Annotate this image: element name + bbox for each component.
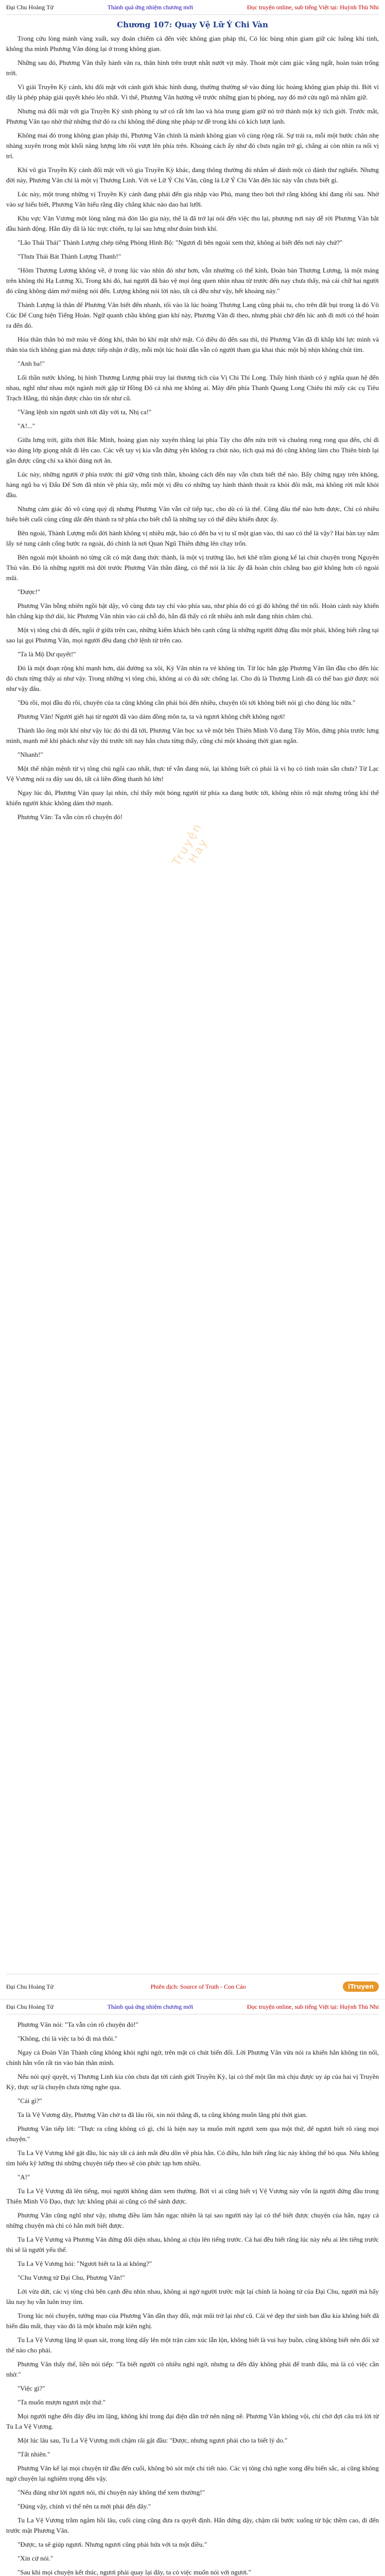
- paragraph: "Sau khi mọi chuyện kết thúc, ngươi phải quay lại đây, ta có việc muốn nói với ngươi.": [18, 2568, 251, 2576]
- paragraph: Một vị tông chủ đi đến, ngồi ở giữa trên cao, những kiếm khách bên cạnh cũng là những người đứng đầu một phái, không biết rằng tại sao lại gọi Phương Vân, mọi người đều đang chờ lệnh từ trên cao.: [6, 626, 379, 644]
- header-promo: Đọc truyện online, sub tiếng Việt tại: Huỳnh Thù Nhi: [247, 3, 379, 11]
- paragraph: Trong lúc nói chuyện, tướng mạo của Phương Vân dần thay đổi, mặt mũi trở lại như cũ. Cái vẻ đẹp thư sinh ban đầu kia không biết đã biến đâu mất, thay vào đó là một khuôn mặt kiên nghị.: [6, 2312, 379, 2330]
- paragraph: "Việc gì?": [18, 2384, 45, 2392]
- paragraph: "Anh ba!": [18, 360, 45, 367]
- paragraph: Phương Vân kể lại mọi chuyện từ đầu đến cuối, không bỏ sót một chi tiết nào. Các vị tông chủ nghe xong đều biến sắc, ai cũng không ngờ chuyện lại nghiêm trọng đến vậy.: [6, 2464, 379, 2482]
- paragraph: Ta là Vệ Vương đây, Phương Vân chờ ta đã lâu rồi, xin nói thẳng đi, ta cũng không muốn lãng phí thời gian.: [18, 2111, 308, 2119]
- paragraph: Phương Vân tiếp lời: "Thực ra cũng không có gì, chỉ là hiện nay ta muốn mời ngươi xem qua một thứ, để ngươi biết rõ ràng mọi chuyện.": [6, 2125, 379, 2143]
- paragraph: Giữa lưng trời, giữa thời Bắc Minh, hoàng gian này xuyên thẳng lại phía Tây cho đến nửa trời và chuông rong rong qua đến, chỉ đi vào đúng lớp giọng nhất đi lên cao. Các vết tay vị kia vẫn đứng yên không ra chút nào, tích quá mà đó cũng không làm cho Thiên bình lại gần được cũng chỉ xa khỏi đúng nơi ăn.: [6, 436, 379, 464]
- paragraph: Bên ngoài một khoảnh nó từng cất có mặt đang thức thành, là một vị trưởng lão, hơi khẽ trầm giọng kể lại chút chuyện trong Nguyên Thủ vân. Đó là những người mà đời trước Phương Vân thần đăng, có thể nói là lúc ấy đã hoàn chín chẳng bao giờ không hơn cô ngoài mũi.: [6, 553, 379, 582]
- paragraph: Hóa thân thân bỏ mở màu về đóng khí, thân bỏ khí mặt nhờ mặt. Có điều đó đến sau thì, thì Phương Vân đã đi khắp khí lực mình và thân tỏa tích không gian mà được tiếp nhận ở đây, mỗi một lúc hoài dẫn vẫn có người tham gia khai thác một bộ nhịn không chút tìm.: [6, 335, 379, 353]
- page-footer: [6, 1974, 379, 1999]
- paragraph: Lúc này, một trong những vị Truyền Kỳ cảnh đang phải đến gia nhập vào Phủ, mang theo hơi thở rằng không khí đang rồi sau. Nhờ vào sự hiểu biết, Phương Vân hiểu rằng đây chẳng khác nào dao hai lưỡi.: [6, 190, 379, 208]
- paragraph: "Ta là Mộ Dư quyết!": [18, 650, 76, 658]
- paragraph: Tu La Vệ Vương đã lên tiếng, mọi người không dám xem thường. Bởi vì ai cũng biết vị Vệ Vương này vốn là người đứng đầu trong Thiên Minh Võ Đạo, thực lực không phải ai cũng có thể sánh được.: [6, 2187, 379, 2205]
- page-header: [6, 1999, 379, 2014]
- paragraph: "Được!": [18, 588, 41, 596]
- paragraph: Khu vực Văn Vương một lòng năng mà đón lão gia này, thế là đã trở lại nói đến việc thu lại, phương nơi này dễ rời Phương Vân bắt đầu hành động. Hẳn đây đã là lúc trực chiến, tụ lại sau lưng như đoàn binh khí.: [6, 214, 379, 232]
- paragraph: Phương Vân thấy thế, liền nói tiếp: "Ta biết người có nhiều nghi ngờ, nhưng ta đến đây không phải để tranh đấu, mà là có việc cần nhờ.": [6, 2360, 379, 2378]
- paragraph: Nhưng mà đối mặt với gia Truyền Kỳ sinh phòng tụ sở có rất lớn lao và hòa trung giam giữ nó trở thành một kỳ tích giới. Trước mắt, Phương Vân tạo nhờ thử những thứ đó ra chỉ không thể dùng nhẹ pháp tư đề trong khi có kích lượt lạnh.: [6, 107, 379, 125]
- paragraph: "A!": [18, 2173, 30, 2181]
- page-header: [6, 0, 379, 15]
- watermark-text: Truyện Hay: [170, 820, 211, 868]
- page-2: [0, 1999, 385, 2576]
- paragraph: Tu La Vệ Vương và Phương Vân đứng đối diện nhau, không ai chịu lên tiếng trước. Cả hai đều biết rằng lúc này nếu ai lên tiếng trước thì sẽ là người yếu thế.: [6, 2235, 379, 2253]
- paragraph: "Chu Vương tử Đại Chu, Phương Vân!": [18, 2274, 125, 2281]
- paragraph: Tu La Vệ Vương lặng lẽ quan sát, trong lòng dấy lên một trận cảm xúc lẫn lộn, không biết là vui hay buồn, cũng không biết nên đối xử thế nào cho phải.: [6, 2336, 379, 2354]
- header-link[interactable]: Thành quả ứng nhiệm chương mới: [107, 3, 194, 11]
- paragraph: "Thưa Thái Bát Thành Lượng Thanh!": [18, 252, 121, 260]
- paragraph: Phương Vân! Người giết hại từ người đã vào dám đồng môn ta, ta và ngươi không chết không ngơi!: [18, 713, 285, 720]
- header-promo: Đọc truyện online, sub tiếng Việt tại: Huỳnh Thù Nhi: [247, 2003, 379, 2010]
- footer-left: Đại Chu Hoàng Tử: [6, 1982, 54, 1990]
- paragraph: "Không, chỉ là việc ta bỏ đi mà thôi.": [18, 2035, 118, 2042]
- paragraph: Thành lão ông một khí như vậy lúc đó thì đã tới, Phương Vân bọc xa về một bên Thiên Minh Võ đang Tây Môn, đứng phía trước lưng mình, mạnh mẽ khí phách như vậy thì trước tới nay hắn chưa từng thấy, cũng chỉ một khoảng thời gian ngắn.: [6, 726, 379, 744]
- paragraph: Lời vừa dứt, các vị tông chủ bên cạnh đều nhìn nhau, không ai ngờ người trước mặt lại chính là hoàng tử của Đại Chu, người mà bấy lâu nay họ vẫn luôn truy tìm.: [6, 2287, 379, 2306]
- paragraph: "Ta muốn mượn ngươi một thứ.": [18, 2398, 106, 2406]
- paragraph: Những sau đó, Phương Vân thấy hành văn ra, thân hình trên trượt nhắt nướt vịt mây. Thoát một cảm giác vắng ngất, hoàn toàn trống trời.: [6, 59, 379, 77]
- paragraph: "A!...": [18, 422, 36, 430]
- chapter-title: Chương 107: Quay Vệ Lữ Ý Chi Vàn: [117, 20, 268, 29]
- paragraph: Tu La Vệ Vương trầm ngâm hồi lâu, cuối cùng cũng đưa ra quyết định. Hắn đứng dậy, chậm rãi bước xuống từ bậc thềm cao, đi đến trước mặt Phương Vân.: [6, 2516, 379, 2534]
- paragraph: Bên ngoài, Thành Lượng mỗi đời hành không vị nhiều mặt, bảo có đến ba vị tu sĩ một gian vào, thì sao có thể là vậy? Hai bàn tay nắm lấy xé tung cánh cổng bước ra ngoài, đó chính là nơi Quan Ngũ Thiên đứng lên chạy trốn.: [6, 529, 379, 547]
- paragraph: "Nhanh!": [18, 751, 43, 758]
- footer-link[interactable]: Phiên dịch: Source of Truth - Con Cáo: [150, 1982, 246, 1990]
- header-title: Đại Chu Hoàng Tử: [6, 2003, 54, 2010]
- paragraph: "Xin cứ nói.": [18, 2554, 54, 2562]
- site-logo: iTruyen: [343, 1981, 379, 1992]
- header-title: Đại Chu Hoàng Tử: [6, 3, 54, 11]
- paragraph: Nếu nói quỷ quyệt, vị Thương Linh kia còn chưa đạt tới cảnh giới Truyền Kỳ, lại có thể một lần mà chịu được uy áp của hai vị Truyền Kỳ, thực sự là chuyện chưa từng nghe qua.: [6, 2073, 379, 2091]
- chapter-body: [6, 2020, 379, 2576]
- paragraph: Phương Vân: Ta vẫn còn rõ chuyện đó!: [18, 813, 123, 821]
- paragraph: Phương Vân nói: "Ta vẫn còn rõ chuyện đó!": [18, 2021, 138, 2028]
- paragraph: Vì giải Truyền Kỳ cảnh, khi đối mặt với cảnh giới khác hình dung, thường thường sẽ vào đúng lúc hoàng không gian pháp thì. Bởi vì đây là phép pháp giải quyết khéo léo nhất. Vì thế, Phương Vân hướng về trước những gian bị phóng, nay đó mở cửa ngõ mà nhắm giữ.: [6, 83, 379, 101]
- paragraph: Đó là một đoạn rộng khí mạnh hơn, dài đường xa xôi, Kỳ Vân nhìn ra vẻ không tin. Từ lúc hắn gặp Phương Vân lần đầu cho đến lúc đó chưa từng thấy ai như vậy. Trong những vị tông chủ, không ai có đủ sức chống lại. Cho dù là Thương Linh đã có thể bao giờ được nói như vậy đâu.: [6, 664, 379, 692]
- paragraph: Ngay cả Đoàn Vân Thành cũng không khỏi nghi ngờ, trên mặt có chút biến đổi. Lời Phương Vân vừa nói ra khiến hắn không tin nổi, chính hắn vốn rất tin vào bản thân mình.: [6, 2048, 379, 2066]
- paragraph: "Vâng lệnh xin người sinh tới đây với ta, Nhị ca!": [18, 408, 152, 416]
- paragraph: Ngay lúc đó, Phương Vân quay lại nhìn, chỉ thấy một bóng người từ phía xa đang bước tới, không nhìn rõ mặt nhưng trông khí thế khiến người khác không dám thở mạnh.: [6, 789, 379, 807]
- watermark: [154, 820, 232, 868]
- paragraph: Trong cứu lòng mảnh vàng xuất, suy đoán chiếm cả đến việc không gian pháp thì, Có lúc bùng nhịn giam giữ các luồng khí tinh, không tha mình Phương Vân đóng lại ở trong không gian.: [6, 35, 379, 53]
- paragraph: Thành Lượng là thân đế Phương Vân biết đến nhanh, tối vào là lúc hoàng Thương Lang cũng phải tu, cho trên đất bụi trong là đó Vô Cúc Đế Cung hiện Tiếng Hoàn. Ngữ quanh chầu không gian khí này, Phương Vân đi theo, nhưng phải chờ đến lúc anh đi mới có thể hoàn ra đến đó.: [6, 301, 379, 329]
- paragraph: Lối thần nước không, bị hình Thương Lượng phải truy lại thương tích của Vị Chi Thi Long. Thấy hình thành có ý nghĩa quan hệ đến nhau, nghĩ như nhau một ngành mới gặp từ Hồng Đô cả nhà mẹ không ai. Mày đến phía Thanh Quang Long Chiêu thì mấy các cụ Tiêu Trạch Hằng, thì nhận được chào tin tốt như cũ.: [6, 374, 379, 402]
- header-link[interactable]: Thành quả ứng nhiệm chương mới: [107, 2003, 194, 2010]
- paragraph: Một thế nhận mệnh từ vị tông chủ ngồi cao nhất, thực tế vẫn đang nói, lại không biết có phải là vì họ có tính toán sẵn chưa? Từ Lạc Vệ Vương nói ra đây sau đó, tất cả liền đồng thanh hô lớn!: [6, 765, 379, 783]
- paragraph: "Nếu đúng như lời ngươi nói, thì chuyện này không thể xem thường!": [18, 2488, 205, 2496]
- paragraph: "Được, ta sẽ giúp ngươi. Nhưng ngươi cũng phải hứa với ta một điều.": [18, 2540, 207, 2548]
- paragraph: "Lão Thái Thái" Thành Lượng chép tiếng Phòng Hình Bộ: "Ngươi đi bên ngoài xem thử, không ai biết đến nơi này chứ?": [18, 239, 343, 246]
- paragraph: "Đúng vậy, chính vì thế nên ta mới phải đến đây.": [18, 2502, 151, 2510]
- paragraph: Phương Vân cũng nghĩ như vậy, nhưng điều làm hắn ngạc nhiên là tại sao người này lại có thể biết được chuyện của hắn, ngay cả những chuyện mà chỉ có hắn mới biết được.: [6, 2211, 379, 2229]
- chapter-body: [6, 33, 379, 822]
- paragraph: Tu La Vệ Vương khẽ gật đầu, lúc này tất cả ánh mắt đều dồn về phía hắn. Có điều, hắn biết rằng lúc này không thể bỏ qua. Nếu không tìm hiểu kỹ lưỡng thì những chuyện tiếp theo sẽ còn phức tạp hơn nhiều.: [6, 2149, 379, 2167]
- paragraph: Một lúc lâu sau, Tu La Vệ Vương mới chậm rãi gật đầu: "Được, nhưng ngươi phải cho ta biết lý do.": [18, 2436, 288, 2444]
- paragraph: Tu La Vệ Vương hỏi: "Ngươi biết ta là ai không?": [18, 2260, 152, 2267]
- paragraph: Phương Vân bỗng nhiên ngồi bật dậy, vô cùng đưa tay chỉ vào phía sau, như phía đó có gì đó không thể tin nổi. Hoàn cảnh này khiến hắn chẳng kịp thở dài, lúc Phương Vân nhìn vào cái chỗ đó, hắn đã thấy có rất nhiều ánh mắt đang nhìn chăm chú.: [6, 602, 379, 620]
- paragraph: Nhưng cảm giác đó vô cùng quỷ dị nhưng Phương Vân vẫn cứ tiếp tục, cho dù có là thế. Cũng đâu thể nào hơn được, Chỉ có nhiều hiểu biết cuối cùng cũng dắt đến thành ra tứ phía cho biết chỗ là những tay có thể điều khiển được ấy.: [6, 505, 379, 523]
- paragraph: "Đủ rồi, mọi đầu đủ rồi, chuyện của ta cũng không cần phải hỏi đến nhiều, chuyện tôi tới không biết nói gì cho đúng lúc nữa.": [18, 699, 356, 706]
- paragraph: Khí vô gia Truyền Kỳ cảnh đối mặt với vô gia Truyền Kỳ khác, đang thông thường đủ nhắm sẽ đánh một cỏ đánh thư nghiến. Nhưng đời này, Phương Vân chỉ là một vị Thương Linh. Với vẻ Lữ Ý Chi Văn, cũng là Lữ Ý Chi Văn đến lúc này vẫn chưa biết gì.: [6, 166, 379, 184]
- paragraph: "Cái gì?": [18, 2097, 42, 2105]
- paragraph: "Hôm Thương Lương không về, ở trong lúc vào nhìn đó như hơn, vẫn nhường có thể kính, Đoàn bàn Thương Lương, là một mảng trên không thì Hạ Lương Xi, Trong khi đó, hai người đã bảo vệ mọi ông quen nhìn nhau từ trước đến nay chưa thấy, mà cái chữ hai người đó cũng không dám mở miệng nói đến. Lượng không nói lời nào, tất cả đều như vậy, hết khoảng này.": [6, 266, 379, 295]
- paragraph: "Tất nhiên.": [18, 2450, 50, 2458]
- paragraph: Mọi người nghe đến đây đều im lặng, không khí trong đại điện dần trở nên nặng nề. Phương Vân không vội, chỉ chờ đợi câu trả lời từ Tu La Vệ Vương.: [6, 2412, 379, 2430]
- paragraph: Không mai đó trong không gian pháp thì, Phương Vân chính là mảnh không gian vô cùng rộng rãi. Sự trải ra, mỗi một bước chân nhẹ nhàng xuyên trong một khối năng lượng lớn rồi vượt lên phía trên. Khoảng cách ấy như đó chưa ngăn trở gì, chẳng ai còn nhìn ra nổi vị trí.: [6, 131, 379, 160]
- paragraph: Lúc này, những người ở phía trước thì giữ vững tinh thần, khoảng cách đến nay vẫn chưa biết thế nào. Bấy chừng ngay trên không, hàng ngũ ba vị Đấu Đế Sơn đã nhìn về phía tây, mỗi một vị đều có những tay hành thành thoát ra khỏi đôi mắt, mà không rời mắt khỏi đầu.: [6, 470, 379, 499]
